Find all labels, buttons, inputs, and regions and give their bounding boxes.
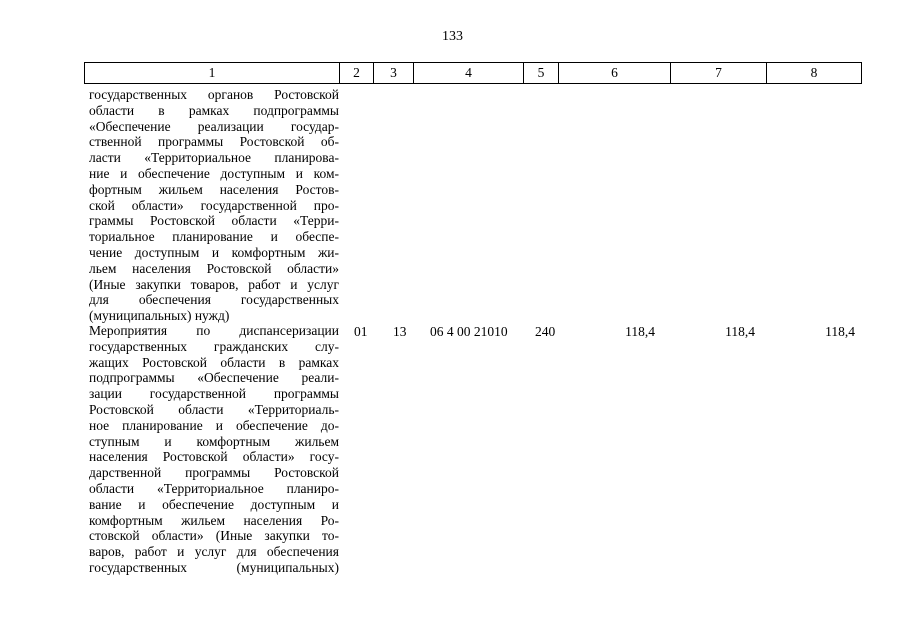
description-line: стовской области» (Иные закупки то- [89, 528, 339, 544]
description-line: комфортным жильем населения Ро- [89, 512, 339, 528]
cell-expense-type: 240 [535, 324, 556, 339]
description-line: жащих Ростовской области в рамках [89, 354, 339, 370]
description-line: Ростовской области «Территориаль- [89, 401, 339, 417]
row-description [89, 323, 339, 576]
description-line: ласти «Территориальное планирова- [89, 150, 339, 166]
description-line: чение доступным и комфортным жи- [89, 244, 339, 260]
header-col-6: 6 [559, 63, 671, 84]
description-line: государственных (муниципальных) [89, 559, 339, 575]
column-number-header [84, 62, 862, 84]
description-line: государственных гражданских слу- [89, 338, 339, 354]
cell-section: 01 [354, 324, 368, 339]
header-col-7: 7 [671, 63, 767, 84]
table-row [84, 87, 861, 322]
description-line: Мероприятия по диспансеризации [89, 323, 339, 338]
description-line: вание и обеспечение доступным и [89, 496, 339, 512]
header-col-1: 1 [85, 63, 340, 84]
description-line: ториальное планирование и обеспе- [89, 229, 339, 245]
description-line: «Обеспечение реализации государ- [89, 118, 339, 134]
table-row [84, 323, 861, 583]
header-col-2: 2 [340, 63, 374, 84]
description-line: льем населения Ростовской области» [89, 260, 339, 276]
header-col-5: 5 [524, 63, 559, 84]
cell-subsection: 13 [393, 324, 407, 339]
header-col-4: 4 [414, 63, 524, 84]
cell-target-article: 06 4 00 21010 [430, 324, 508, 339]
page-number: 133 [442, 29, 463, 44]
cell-value-7: 118,4 [725, 324, 755, 339]
header-col-8: 8 [767, 63, 862, 84]
description-line: варов, работ и услуг для обеспечения [89, 544, 339, 560]
description-line: зации государственной программы [89, 386, 339, 402]
description-line: фортным жильем населения Ростов- [89, 181, 339, 197]
description-line: ской области» государственной про- [89, 197, 339, 213]
description-line: дарственной программы Ростовской [89, 465, 339, 481]
description-line: (муниципальных) нужд) [89, 308, 230, 324]
description-line: для обеспечения государственных [89, 292, 339, 308]
description-line: области в рамках подпрограммы [89, 102, 339, 118]
description-line: ственной программы Ростовской об- [89, 134, 339, 150]
description-line: подпрограммы «Обеспечение реали- [89, 370, 339, 386]
description-line: ние и обеспечение доступным и ком- [89, 165, 339, 181]
description-line: области «Территориальное планиро- [89, 480, 339, 496]
description-line: государственных органов Ростовской [89, 87, 339, 102]
cell-value-8: 118,4 [825, 324, 855, 339]
description-line: ступным и комфортным жильем [89, 433, 339, 449]
header-col-3: 3 [374, 63, 414, 84]
cell-value-6: 118,4 [625, 324, 655, 339]
description-line: населения Ростовской области» госу- [89, 449, 339, 465]
description-line: граммы Ростовской области «Терри- [89, 213, 339, 229]
description-line: (Иные закупки товаров, работ и услуг [89, 276, 339, 292]
description-line: ное планирование и обеспечение до- [89, 417, 339, 433]
row-description [89, 87, 339, 324]
